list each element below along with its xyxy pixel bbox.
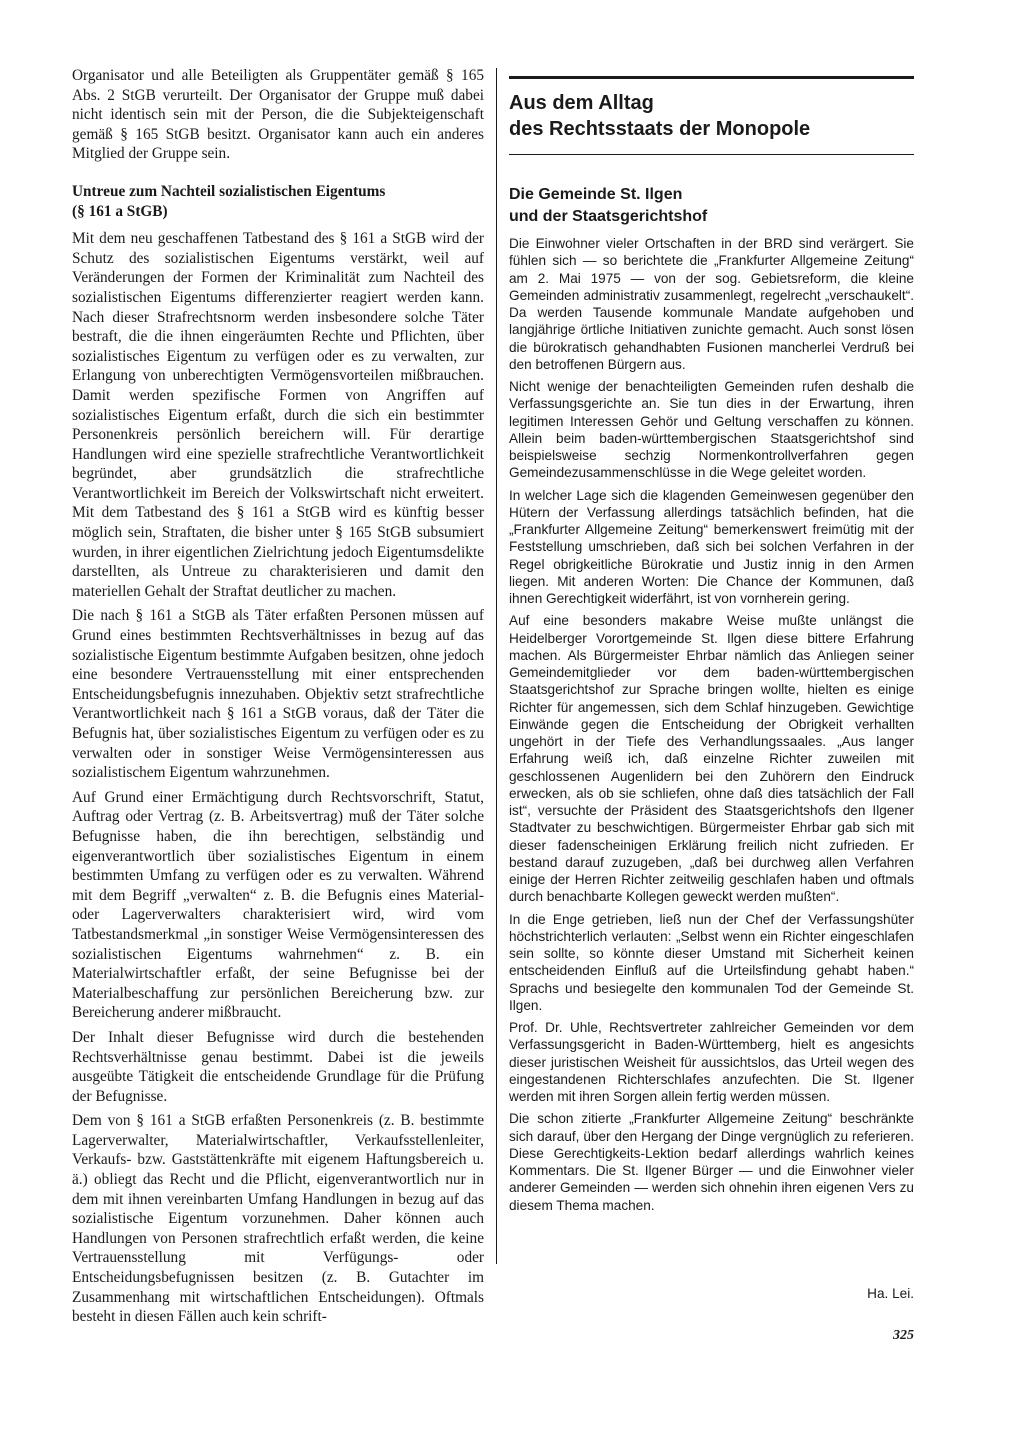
right-paragraph-7: Die schon zitierte „Frankfurter Allgemeine Zeitung“ beschränkte sich darauf, über den Hergang der Dinge vergnüglich zu referieren. Diese Gerechtigkeits-Lektion bedarf allerdings wahrlich keines Kommentars. Die St. Ilgener Bürger — und die Einwohner vieler anderer Gemeinden — werden sich ohnehin ihren eigenen Vers zu diesem Thema machen. bbox=[509, 1111, 914, 1213]
section-heading-title: Untreue zum Nachteil sozialistischen Eigentums bbox=[72, 182, 386, 200]
right-column bbox=[509, 235, 914, 1219]
author-signature: Ha. Lei. bbox=[867, 1286, 914, 1301]
box-title-line-1: Aus dem Alltag bbox=[509, 92, 654, 114]
box-title bbox=[509, 90, 914, 142]
left-paragraph-1: Mit dem neu geschaffenen Tatbestand des § 161 a StGB wird der Schutz des sozialistischen Eigentums verstärkt, weil auf Veränderungen der Formen der Kriminalität zum Nachteil des sozialistischen Eigentums differenzierter reagiert werden kann. Nach dieser Strafrechtsnorm werden insbesondere solche Täter bestraft, die die ihnen eingeräumten Rechte und Pflichten, über sozialistisches Eigentum zu verfügen oder es zu verwalten, zur Erlangung von unberechtigten Vermögensvorteilen mißbrauchen. Damit werden spezifische Formen von Angriffen auf sozialistisches Eigentum erfaßt, durch die sich ein bestimmter Personenkreis persönlich bereichern will. Für derartige Handlungen wird eine spezielle strafrechtliche Verantwortlichkeit begründet, aber grundsätzlich die strafrechtliche Verantwortlichkeit im Bereich der Volkswirtschaft nicht erweitert. Mit dem Tatbestand des § 161 a StGB wird es künftig besser möglich sein, Straftaten, die bisher unter § 165 StGB subsumiert wurden, in ihrer eigentlichen Zielrichtung jedoch Eigentumsdelikte darstellten, als Untreue zu charakterisieren und damit den materiellen Gehalt der Straftat deutlicher zu machen. bbox=[72, 230, 484, 600]
left-paragraph-0: Organisator und alle Beteiligten als Gruppentäter gemäß § 165 Abs. 2 StGB verurteilt. Der Organisator der Gruppe muß dabei nicht identisch sein mit der Person, die die Subjekteigenschaft gemäß § 165 StGB besitzt. Organisator kann auch ein anderes Mitglied der Gruppe sein. bbox=[72, 67, 484, 163]
left-paragraph-3: Auf Grund einer Ermächtigung durch Rechtsvorschrift, Statut, Auftrag oder Vertrag (z. B. Arbeitsvertrag) muß der Täter solche Befugnisse haben, die ihn berechtigen, selbständig und eigenverantwortlich über sozialistisches Eigentum in einem bestimmten Umfang zu verfügen oder es zu verwalten. Während mit dem Begriff „verwalten“ z. B. die Befugnis eines Material- oder Lagerverwalters charakterisiert wird, wird vom Tatbestandsmerkmal „in sonstiger Weise Vermögensinteressen des sozialistischen Eigentums wahrnehmen“ z. B. ein Materialwirtschaftler erfaßt, der seine Befugnisse bei der Materialbeschaffung zur persönlichen Bereicherung bzw. zur Bereicherung anderer mißbraucht. bbox=[72, 788, 484, 1022]
article-headline-line-1: Die Gemeinde St. Ilgen bbox=[509, 186, 683, 203]
box-top-rule bbox=[509, 76, 914, 79]
section-heading bbox=[72, 182, 484, 221]
left-column bbox=[72, 66, 484, 1332]
article-headline bbox=[509, 184, 914, 228]
box-title-rule bbox=[509, 154, 914, 155]
left-paragraph-4: Der Inhalt dieser Befugnisse wird durch die bestehenden Rechtsverhältnisse genau bestimmt. Dabei ist die jeweils ausgeübte Tätigkeit die entscheidende Grundlage für die Prüfung der Befugnisse. bbox=[72, 1028, 484, 1105]
box-title-line-2: des Rechtsstaats der Monopole bbox=[509, 118, 811, 140]
right-paragraph-5: In die Enge getrieben, ließ nun der Chef der Verfassungshüter höchstrichterlich verlauten: „Selbst wenn ein Richter eingeschlafen sein sollte, so könnte dieser Umstand mit Sicherheit keinen entscheidenden Einfluß auf die Urteilsfindung gehabt haben.“ Sprachs und besiegelte den kommunalen Tod der Gemeinde St. Ilgen. bbox=[509, 911, 914, 1013]
right-paragraph-3: In welcher Lage sich die klagenden Gemeinwesen gegenüber den Hütern der Verfassung allerdings tatsächlich befinden, hat die „Frankfurter Allgemeine Zeitung“ bemerkenswert freimütig mit der Feststellung umschrieben, daß sich bei solchen Verfahren in der Regel obrigkeitliche Bürokratie und Justiz innig in den Armen liegen. Mit anderen Worten: Die Chance der Kommunen, daß ihnen Gerechtigkeit widerfährt, ist von vornherein gering. bbox=[509, 487, 914, 606]
left-paragraph-2: Die nach § 161 a StGB als Täter erfaßten Personen müssen auf Grund eines bestimmten Rechtsverhältnisses in bezug auf das sozialistische Eigentum bestimmte Aufgaben besitzen, ohne jedoch eine besondere Vertrauensstellung mit einer entsprechenden Entscheidungsbefugnis innezuhaben. Objektiv setzt strafrechtliche Verantwortlichkeit nach § 161 a StGB voraus, daß der Täter die Befugnis hat, über sozialistisches Eigentum zu verfügen oder es zu verwalten oder in sonstiger Weise Vermögensinteressen aus sozialistischem Eigentum wahrzunehmen. bbox=[72, 607, 484, 782]
right-paragraph-1: Die Einwohner vieler Ortschaften in der BRD sind verärgert. Sie fühlen sich — so berichtete die „Frankfurter Allgemeine Zeitung“ am 2. Mai 1975 — von der sog. Gebietsreform, die kleine Gemeinden administrativ zusammenlegt, regelrecht „verschaukelt“. Da werden Tausende kommunale Mandate aufgehoben und langjährige örtliche Initiativen zunichte gemacht. Auch sonst lösen die bürokratisch gehandhabten Fusionen mancherlei Verdruß bei den betroffenen Bürgern aus. bbox=[509, 236, 914, 372]
right-paragraph-4: Auf eine besonders makabre Weise mußte unlängst die Heidelberger Vorortgemeinde St. Ilgen diese bittere Erfahrung machen. Als Bürgermeister Ehrbar nämlich das Anliegen seiner Gemeindemitglieder vor dem baden-württembergischen Staatsgerichtshof zur Sprache bringen wollte, hielten es einige Richter für angemessen, sich dem Schlaf hinzugeben. Gewichtige Einwände gegen die Entscheidung der Obrigkeit verhallten ungehört in der Tiefe des Verhandlungssaales. „Aus langer Erfahrung weiß ich, daß einzelne Richter zuweilen mit geschlossenen Augenlidern bei den Zuhörern den Eindruck erwecken, als ob sie schliefen, ohne daß dies tatsächlich der Fall ist“, versuchte der Präsident des Staatsgerichtshofs den Ilgener Stadtvater zu beschwichtigen. Bürgermeister Ehrbar gab sich mit dieser fadenscheinigen Erklärung freilich nicht zufrieden. Er bestand darauf zuzugeben, „daß bei durchweg allen Verfahren einige der Herren Richter zeitweilig geschlafen haben und oftmals durch benachbarte Kollegen geweckt werden mußten“. bbox=[509, 613, 914, 905]
right-paragraph-2: Nicht wenige der benachteiligten Gemeinden rufen deshalb die Verfassungsgerichte an. Sie tun dies in der Erwartung, ihren legitimen Interessen Gehör und Geltung verschaffen zu können. Allein beim baden-württembergischen Staatsgerichtshof sind beispielsweise sechzig Normenkontrollverfahren gegen Gemeindezusammenschlüsse in die Wege geleitet worden. bbox=[509, 379, 914, 481]
article-headline-line-2: und der Staatsgerichtshof bbox=[509, 208, 708, 225]
page-number: 325 bbox=[893, 1328, 914, 1343]
right-paragraph-6: Prof. Dr. Uhle, Rechtsvertreter zahlreicher Gemeinden vor dem Verfassungsgericht in Baden-Württemberg, hielt es angesichts dieser juristischen Weisheit für aussichtslos, das Urteil wegen des eingestandenen Richterschlafes anzufechten. Die St. Ilgener werden mit ihren Sorgen allein fertig werden müssen. bbox=[509, 1020, 914, 1104]
column-divider bbox=[496, 68, 497, 1264]
left-paragraph-5: Dem von § 161 a StGB erfaßten Personenkreis (z. B. bestimmte Lagerverwalter, Materialwirtschaftler, Verkaufsstellenleiter, Verkaufs- bzw. Gaststättenkräfte mit eigenem Haftungsbereich u. ä.) obliegt das Recht und die Pflicht, eigenverantwortlich nur in dem mit ihnen vereinbarten Umfang Handlungen in bezug auf das sozialistische Eigentum vorzunehmen. Daher können auch Handlungen von Personen strafrechtlich erfaßt werden, die keine Vertrauensstellung mit Verfügungs- oder Entscheidungsbefugnissen besitzen (z. B. Gutachter im Zusammenhang mit wirtschaftlichen Entscheidungen). Oftmals besteht in diesen Fällen auch kein schrift- bbox=[72, 1112, 484, 1326]
section-heading-sub: (§ 161 a StGB) bbox=[72, 202, 168, 220]
